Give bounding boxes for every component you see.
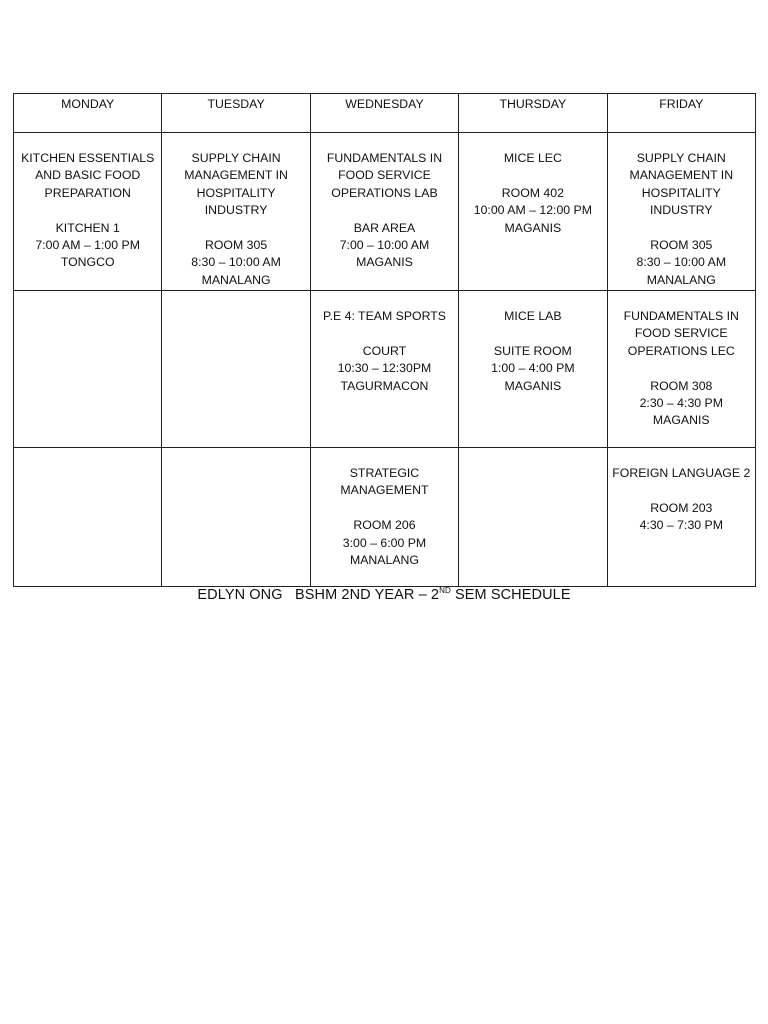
- schedule-row-1: [14, 133, 756, 291]
- class-detail-line: KITCHEN 1: [55, 220, 120, 235]
- class-detail-line: 1:00 – 4:00 PM: [491, 361, 575, 376]
- class-detail-line: HOSPITALITY INDUSTRY: [196, 185, 276, 218]
- class-cell: [310, 448, 458, 587]
- class-cell: [14, 448, 162, 587]
- ordinal-suffix: ND: [439, 586, 451, 595]
- class-cell: [162, 448, 310, 587]
- class-detail-line: MICE LEC: [503, 151, 562, 165]
- day-header-monday: MONDAY: [14, 94, 162, 133]
- class-detail-line: [314, 500, 455, 517]
- class-detail-line: MICE LAB: [504, 309, 562, 323]
- class-cell: [310, 133, 458, 291]
- class-detail-line: ROOM 305: [204, 238, 268, 253]
- class-detail-line: MAGANIS: [356, 255, 413, 270]
- class-detail-line: [462, 325, 603, 342]
- program-year: BSHM 2ND YEAR – 2: [295, 587, 440, 603]
- class-detail-line: PREPARATION: [44, 185, 131, 200]
- class-detail-line: 2:30 – 4:30 PM: [639, 396, 723, 411]
- class-detail-line: [314, 325, 455, 342]
- class-detail-line: [462, 167, 603, 184]
- class-detail-line: COURT: [362, 343, 407, 358]
- class-detail-line: [314, 202, 455, 219]
- caption-suffix: SEM SCHEDULE: [450, 587, 571, 603]
- class-cell: [14, 133, 162, 291]
- class-detail-line: SUPPLY CHAIN: [636, 151, 726, 165]
- class-detail-line: ROOM 203: [650, 500, 713, 515]
- class-detail-line: BAR AREA: [353, 220, 416, 235]
- class-detail-line: MAGANIS: [652, 413, 710, 428]
- class-detail-line: OPERATIONS LAB: [331, 185, 438, 200]
- class-detail-line: ROOM 305: [650, 238, 713, 253]
- class-detail-line: MANAGEMENT: [340, 483, 429, 498]
- class-cell: [162, 133, 310, 291]
- schedule-row-2: [14, 291, 756, 448]
- class-cell: [607, 133, 755, 291]
- day-header-thursday: THURSDAY: [459, 94, 607, 133]
- class-detail-line: [611, 482, 752, 499]
- class-detail-line: FUNDAMENTALS IN: [326, 151, 443, 165]
- class-detail-line: MAGANIS: [504, 220, 562, 235]
- class-detail-line: SUPPLY CHAIN: [191, 151, 281, 165]
- class-detail-line: STRATEGIC: [349, 466, 420, 480]
- class-detail-line: FOOD SERVICE: [338, 168, 431, 183]
- class-detail-line: [611, 360, 752, 377]
- class-detail-line: 4:30 – 7:30 PM: [639, 518, 723, 533]
- class-detail-line: KITCHEN ESSENTIALS: [21, 151, 155, 165]
- class-detail-line: 10:30 – 12:30PM: [337, 361, 432, 376]
- class-detail-line: [611, 220, 752, 237]
- class-detail-line: ROOM 308: [650, 378, 713, 393]
- class-detail-line: P.E 4: TEAM SPORTS: [322, 309, 446, 323]
- class-detail-line: AND BASIC FOOD: [35, 168, 141, 183]
- class-detail-line: MANAGEMENT IN: [629, 168, 734, 183]
- class-detail-line: OPERATIONS LEC: [627, 343, 735, 358]
- class-detail-line: ROOM 206: [353, 518, 416, 533]
- class-cell: [459, 133, 607, 291]
- class-detail-line: SUITE ROOM: [493, 343, 572, 358]
- schedule-caption: [0, 587, 768, 603]
- class-cell: [14, 291, 162, 448]
- class-detail-line: FUNDAMENTALS IN: [623, 309, 739, 323]
- class-detail-line: [165, 220, 306, 237]
- student-name: EDLYN ONG: [197, 587, 283, 603]
- day-header-tuesday: TUESDAY: [162, 94, 310, 133]
- schedule-row-3: [14, 448, 756, 587]
- class-detail-line: 7:00 AM – 1:00 PM: [35, 238, 140, 253]
- class-cell: [459, 448, 607, 587]
- class-cell: [459, 291, 607, 448]
- class-cell: [310, 291, 458, 448]
- class-cell: [162, 291, 310, 448]
- day-header-friday: FRIDAY: [607, 94, 755, 133]
- class-detail-line: MANALANG: [201, 272, 271, 287]
- class-detail-line: MANALANG: [646, 272, 716, 287]
- class-cell: [607, 448, 755, 587]
- class-detail-line: TONGCO: [60, 255, 115, 270]
- class-detail-line: FOREIGN LANGUAGE 2: [612, 466, 751, 480]
- class-detail-line: 8:30 – 10:00 AM: [636, 255, 727, 270]
- class-detail-line: MANALANG: [349, 553, 419, 568]
- class-detail-line: TAGURMACON: [340, 378, 429, 393]
- class-detail-line: 3:00 – 6:00 PM: [342, 535, 427, 550]
- class-detail-line: 7:00 – 10:00 AM: [339, 238, 430, 253]
- schedule-table: [13, 93, 756, 587]
- class-detail-line: MAGANIS: [504, 378, 562, 393]
- class-detail-line: FOOD SERVICE: [634, 326, 728, 341]
- class-cell: [607, 291, 755, 448]
- class-detail-line: MANAGEMENT IN: [184, 168, 288, 183]
- class-detail-line: 10:00 AM – 12:00 PM: [473, 203, 592, 218]
- day-header-row: [14, 94, 756, 133]
- class-detail-line: ROOM 402: [501, 185, 564, 200]
- class-detail-line: 8:30 – 10:00 AM: [191, 255, 281, 270]
- class-detail-line: HOSPITALITY INDUSTRY: [641, 185, 721, 218]
- class-detail-line: [17, 202, 158, 219]
- day-header-wednesday: WEDNESDAY: [310, 94, 458, 133]
